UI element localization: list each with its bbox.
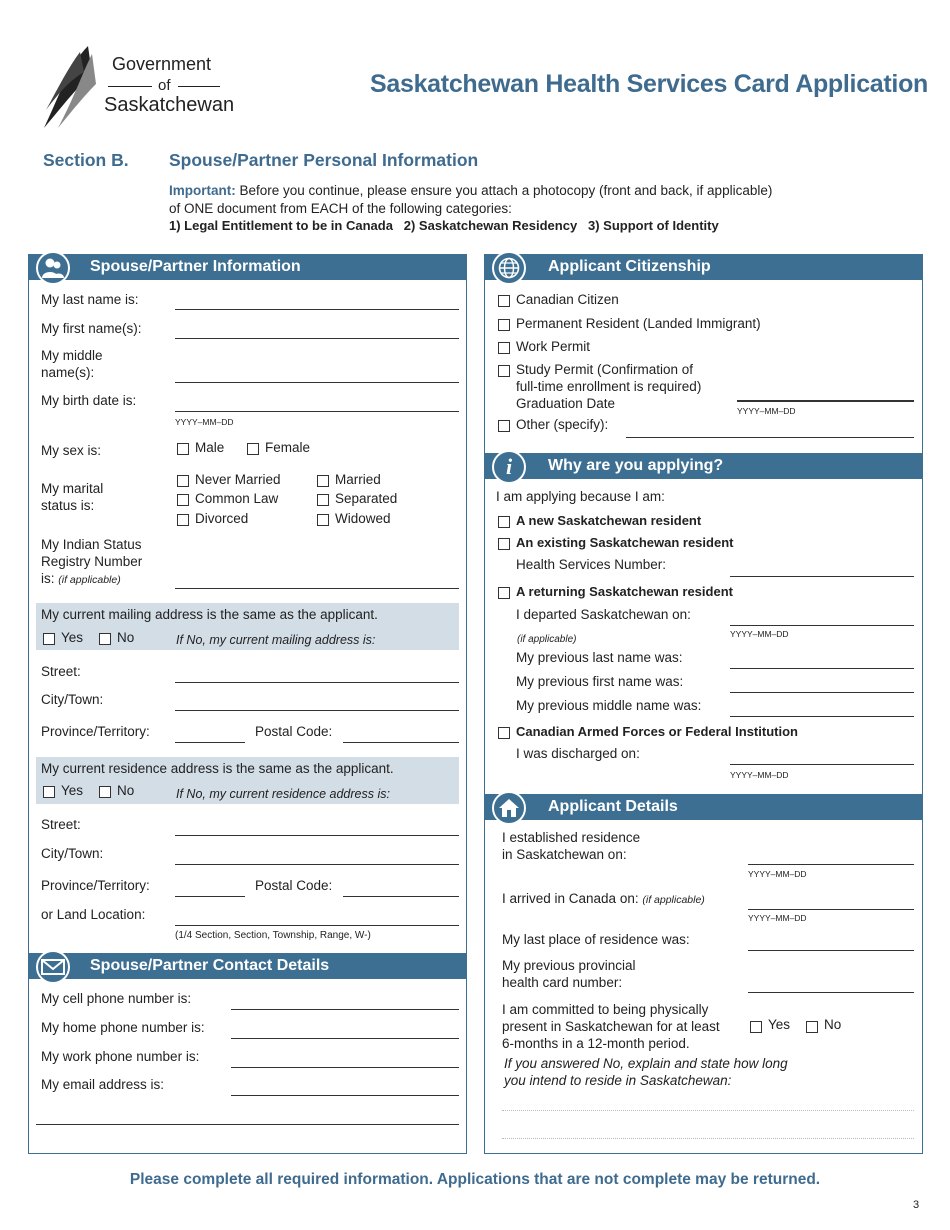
envelope-icon (36, 950, 70, 984)
contact-title: Spouse/Partner Contact Details (90, 957, 330, 974)
indian-label-1: My Indian Status (41, 537, 142, 552)
residence-if-no: If No, my current residence address is: (176, 787, 390, 801)
common-law-label: Common Law (195, 491, 279, 506)
canadian-citizen-label: Canadian Citizen (516, 292, 619, 307)
divorced-label: Divorced (195, 511, 249, 526)
study-permit-label (516, 361, 701, 412)
existing-resident-checkbox[interactable] (498, 538, 510, 550)
document-categories: 1) Legal Entitlement to be in Canada 2) Saskatchewan Residency 3) Support of Identity (169, 218, 719, 233)
committed-yes-checkbox[interactable] (750, 1021, 762, 1033)
arrived-date-format: YYYY–MM–DD (748, 913, 807, 923)
details-header (484, 794, 923, 820)
last-name-field[interactable] (175, 309, 459, 310)
birth-date-label: My birth date is: (41, 393, 137, 408)
prev-last-label: My previous last name was: (516, 650, 683, 665)
study-label-1: Study Permit (Confirmation of (516, 362, 694, 377)
hsn-label: Health Services Number: (516, 557, 667, 572)
committed-label-2: present in Saskatchewan for at least (502, 1019, 720, 1034)
marital-label-1: My marital (41, 481, 104, 496)
established-label-1: I established residence (502, 830, 641, 845)
established-date-format: YYYY–MM–DD (748, 869, 807, 879)
details-title: Applicant Details (548, 798, 678, 815)
info-icon: i (492, 450, 526, 484)
important-notice (169, 182, 869, 218)
explain-label-2: you intend to reside in Saskatchewan: (504, 1073, 732, 1088)
committed-yes-label: Yes (768, 1017, 791, 1032)
committed-label (502, 1001, 720, 1052)
spouse-info-header (28, 254, 467, 280)
arrived-field[interactable] (748, 909, 914, 910)
mailing-province-label: Province/Territory: (41, 724, 150, 739)
email-label: My email address is: (41, 1077, 165, 1092)
middle-name-label (41, 347, 103, 381)
mailing-no-label: No (117, 630, 135, 645)
people-icon (36, 251, 70, 285)
residence-street-field[interactable] (175, 835, 459, 836)
mailing-if-no: If No, my current mailing address is: (176, 633, 376, 647)
new-resident-label: A new Saskatchewan resident (516, 513, 702, 528)
departed-if-applicable: (if applicable) (517, 634, 577, 645)
male-checkbox[interactable] (177, 443, 189, 455)
middle-name-label-1: My middle (41, 348, 103, 363)
residence-no-label: No (117, 783, 135, 798)
departed-date-format: YYYY–MM–DD (730, 629, 789, 639)
common-law-checkbox[interactable] (177, 494, 189, 506)
residence-province-field[interactable] (175, 896, 245, 897)
residence-no-checkbox[interactable] (99, 786, 111, 798)
why-title: Why are you applying? (548, 457, 724, 474)
widowed-checkbox[interactable] (317, 514, 329, 526)
mailing-postal-label: Postal Code: (255, 724, 333, 739)
discharged-label: I was discharged on: (516, 746, 640, 761)
citizenship-title: Applicant Citizenship (548, 258, 711, 275)
prev-card-label-1: My previous provincial (502, 958, 636, 973)
indian-status-field[interactable] (175, 588, 459, 589)
female-label: Female (265, 440, 311, 455)
forces-checkbox[interactable] (498, 727, 510, 739)
mailing-no-checkbox[interactable] (99, 633, 111, 645)
indian-status-label (41, 536, 142, 589)
cell-phone-field[interactable] (231, 1009, 459, 1010)
arrived-note: (if applicable) (642, 894, 705, 906)
new-resident-checkbox[interactable] (498, 516, 510, 528)
residence-city-label: City/Town: (41, 846, 104, 861)
section-title: Spouse/Partner Personal Information (169, 150, 479, 170)
why-intro: I am applying because I am: (496, 489, 665, 504)
arrived-label (502, 890, 705, 909)
important-text1: Before you continue, please ensure you attach a photocopy (front and back, if applicable) (235, 183, 773, 198)
prev-card-label-2: health card number: (502, 975, 623, 990)
residence-postal-label: Postal Code: (255, 878, 333, 893)
email-field-line2[interactable] (36, 1124, 459, 1125)
indian-label-2: Registry Number (41, 554, 143, 569)
returning-resident-label: A returning Saskatchewan resident (516, 584, 733, 599)
work-phone-label: My work phone number is: (41, 1049, 200, 1064)
forces-label: Canadian Armed Forces or Federal Institution (516, 724, 798, 739)
first-name-label: My first name(s): (41, 321, 142, 336)
never-married-label: Never Married (195, 472, 281, 487)
mailing-postal-field[interactable] (343, 742, 459, 743)
study-label-2: full-time enrollment is required) (516, 379, 702, 394)
contact-header (28, 953, 467, 979)
indian-note: (if applicable) (58, 574, 121, 586)
prev-first-field[interactable] (730, 692, 914, 693)
citizenship-header (484, 254, 923, 280)
land-location-note: (1/4 Section, Section, Township, Range, W-) (175, 930, 371, 941)
separated-checkbox[interactable] (317, 494, 329, 506)
existing-resident-label: An existing Saskatchewan resident (516, 535, 734, 550)
mailing-yes-checkbox[interactable] (43, 633, 55, 645)
logo-rule-right (178, 86, 220, 87)
prev-first-label: My previous first name was: (516, 674, 684, 689)
middle-name-field[interactable] (175, 382, 459, 383)
arrived-text: I arrived in Canada on: (502, 891, 639, 906)
permanent-resident-label: Permanent Resident (Landed Immigrant) (516, 316, 761, 331)
sex-label: My sex is: (41, 443, 102, 458)
cell-phone-label: My cell phone number is: (41, 991, 192, 1006)
logo-line2: of (158, 77, 171, 94)
graduation-date-field[interactable] (737, 400, 914, 402)
prev-last-field[interactable] (730, 668, 914, 669)
page-title: Saskatchewan Health Services Card Application (370, 70, 929, 98)
discharged-field[interactable] (730, 764, 914, 765)
email-field[interactable] (231, 1095, 459, 1096)
spouse-info-title: Spouse/Partner Information (90, 258, 301, 275)
mailing-province-field[interactable] (175, 742, 245, 743)
page-number: 3 (913, 1199, 920, 1211)
logo-line1: Government (112, 54, 212, 74)
prev-card-field[interactable] (748, 992, 914, 993)
prev-middle-field[interactable] (730, 716, 914, 717)
departed-field[interactable] (730, 625, 914, 626)
committed-no-label: No (824, 1017, 842, 1032)
residence-yes-checkbox[interactable] (43, 786, 55, 798)
important-text2: of ONE document from EACH of the following categories: (169, 201, 512, 216)
last-name-label: My last name is: (41, 292, 139, 307)
marital-label-2: status is: (41, 498, 95, 513)
married-label: Married (335, 472, 381, 487)
marital-status-label (41, 480, 103, 514)
residence-yes-label: Yes (61, 783, 84, 798)
committed-label-1: I am committed to being physically (502, 1002, 709, 1017)
established-field[interactable] (748, 864, 914, 865)
mailing-yes-label: Yes (61, 630, 84, 645)
work-phone-field[interactable] (231, 1067, 459, 1068)
committed-no-checkbox[interactable] (806, 1021, 818, 1033)
female-checkbox[interactable] (247, 443, 259, 455)
indian-label-3: is: (41, 571, 55, 586)
permanent-resident-checkbox[interactable] (498, 319, 510, 331)
residence-street-label: Street: (41, 817, 81, 832)
married-checkbox[interactable] (317, 475, 329, 487)
footer-notice: Please complete all required information. Applications that are not complete may be returned. (129, 1171, 821, 1188)
section-label: Section B. (43, 150, 129, 170)
birth-date-format: YYYY–MM–DD (175, 417, 234, 427)
canadian-citizen-checkbox[interactable] (498, 295, 510, 307)
residence-same-label: My current residence address is the same as the applicant. (41, 761, 394, 776)
government-logo (40, 44, 240, 130)
graduation-date-format: YYYY–MM–DD (737, 406, 796, 416)
residence-postal-field[interactable] (343, 896, 459, 897)
explain-field[interactable] (502, 1110, 914, 1111)
residence-city-field[interactable] (175, 864, 459, 865)
male-label: Male (195, 440, 225, 455)
returning-resident-checkbox[interactable] (498, 587, 510, 599)
committed-label-3: 6-months in a 12-month period. (502, 1036, 690, 1051)
house-icon (492, 791, 526, 825)
mailing-city-field[interactable] (175, 710, 459, 711)
first-name-field[interactable] (175, 338, 459, 339)
established-label-2: in Saskatchewan on: (502, 847, 627, 862)
mailing-street-label: Street: (41, 664, 81, 679)
prev-middle-label: My previous middle name was: (516, 698, 702, 713)
last-place-label: My last place of residence was: (502, 932, 690, 947)
mailing-street-field[interactable] (175, 682, 459, 683)
separated-label: Separated (335, 491, 398, 506)
mailing-city-label: City/Town: (41, 692, 104, 707)
why-header (484, 453, 923, 479)
work-permit-checkbox[interactable] (498, 342, 510, 354)
birth-date-field[interactable] (175, 411, 459, 412)
explain-label (504, 1055, 788, 1089)
explain-field-line2[interactable] (502, 1138, 914, 1139)
land-location-field[interactable] (175, 925, 459, 926)
important-label: Important: (169, 183, 236, 198)
residence-province-label: Province/Territory: (41, 878, 150, 893)
study-permit-checkbox[interactable] (498, 365, 510, 377)
other-field[interactable] (626, 437, 914, 438)
mailing-same-label: My current mailing address is the same as the applicant. (41, 607, 378, 622)
globe-icon (492, 251, 526, 285)
discharged-date-format: YYYY–MM–DD (730, 770, 789, 780)
prev-card-label (502, 957, 636, 991)
other-label: Other (specify): (516, 417, 609, 432)
land-location-label: or Land Location: (41, 907, 146, 922)
divorced-checkbox[interactable] (177, 514, 189, 526)
middle-name-label-2: name(s): (41, 365, 95, 380)
home-phone-field[interactable] (231, 1038, 459, 1039)
logo-line3: Saskatchewan (104, 94, 235, 116)
widowed-label: Widowed (335, 511, 391, 526)
logo-rule-left (108, 86, 152, 87)
never-married-checkbox[interactable] (177, 475, 189, 487)
other-checkbox[interactable] (498, 420, 510, 432)
established-label (502, 829, 640, 863)
hsn-field[interactable] (730, 576, 914, 577)
logo-wheat-icon (40, 44, 100, 130)
explain-label-1: If you answered No, explain and state how long (504, 1056, 788, 1071)
home-phone-label: My home phone number is: (41, 1020, 205, 1035)
work-permit-label: Work Permit (516, 339, 591, 354)
study-label-3: Graduation Date (516, 396, 616, 411)
departed-label: I departed Saskatchewan on: (516, 607, 691, 622)
last-place-field[interactable] (748, 950, 914, 951)
